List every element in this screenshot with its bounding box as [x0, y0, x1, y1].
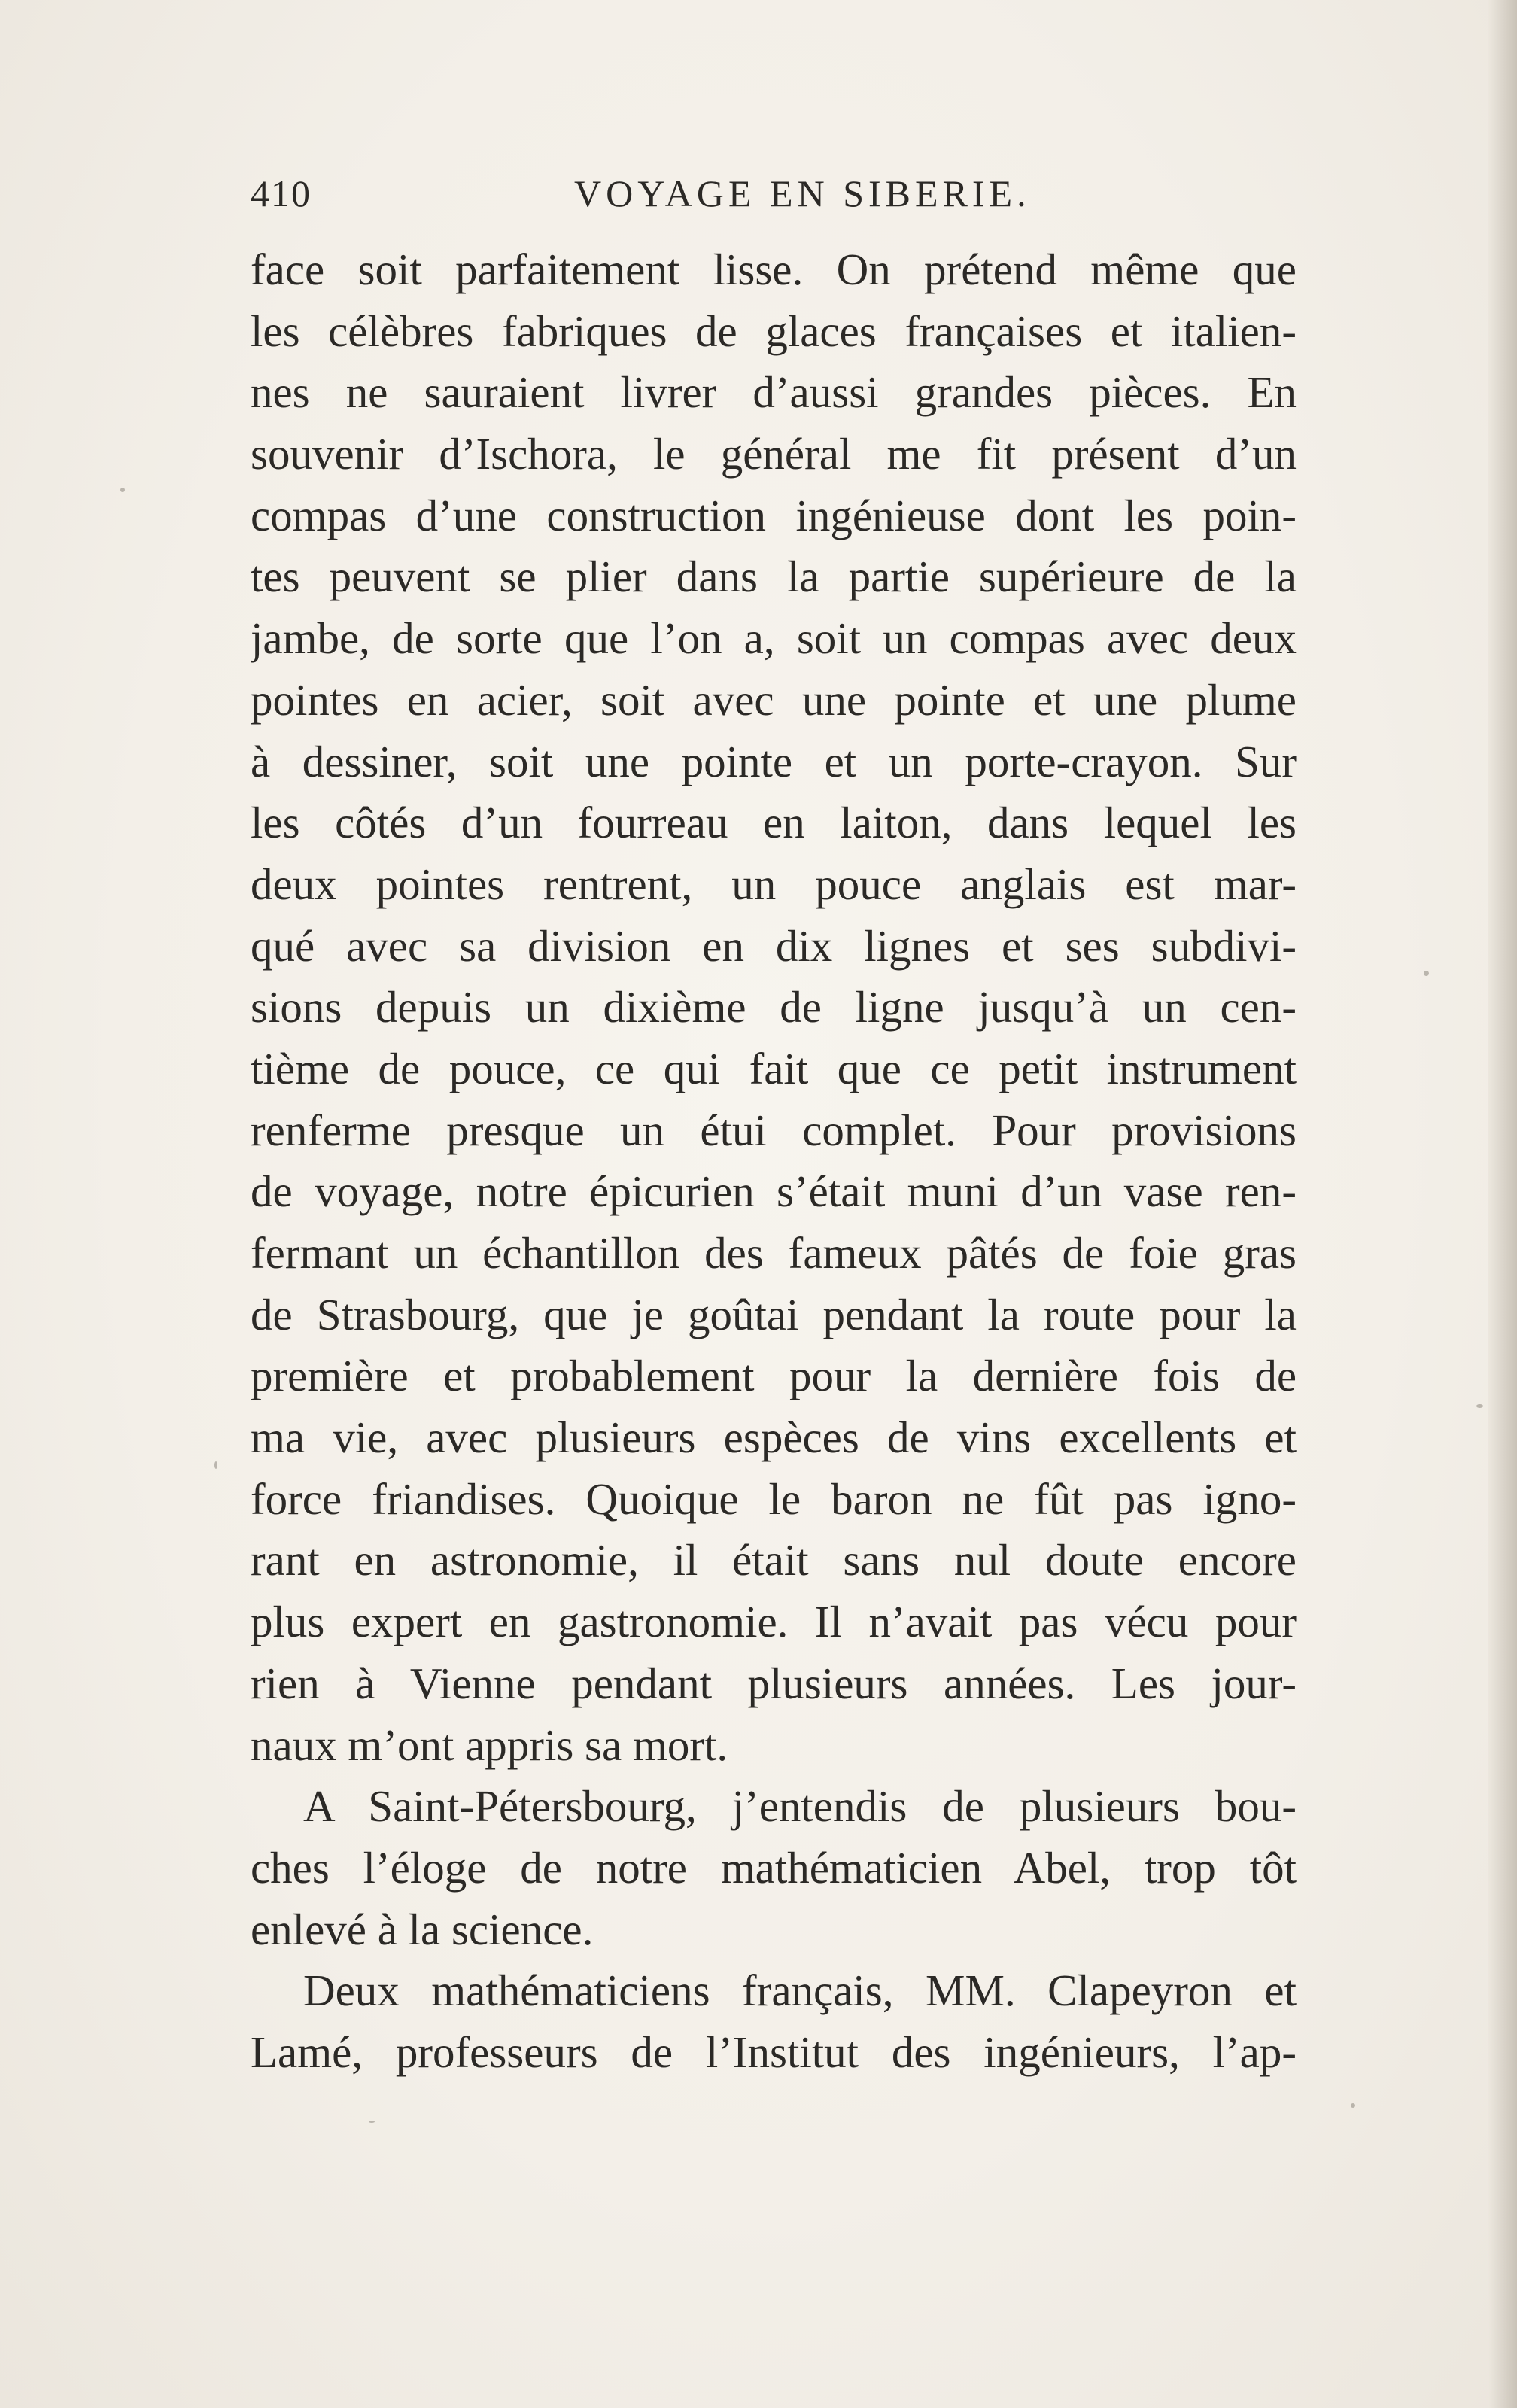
text-line: compas d’une construction ingénieuse dont les poin-	[251, 490, 1297, 540]
page-header	[251, 167, 1297, 220]
text-line: naux m’ont appris sa mort.	[251, 1719, 728, 1770]
text-line: face soit parfaitement lisse. On prétend même que	[251, 245, 1297, 294]
text-line: souvenir d’Ischora, le général me fit présent d’un	[251, 429, 1297, 479]
page-edge-shadow	[1488, 0, 1517, 2408]
text-line: de voyage, notre épicurien s’était muni d’un vase ren-	[251, 1166, 1297, 1217]
text-line: de Strasbourg, que je goûtai pendant la route pour la	[251, 1289, 1297, 1339]
text-line: nes ne sauraient livrer d’aussi grandes pièces. En	[251, 367, 1297, 418]
text-line: première et probablement pour la dernière fois de	[251, 1351, 1297, 1401]
page-number: 410	[251, 172, 312, 214]
text-line: ma vie, avec plusieurs espèces de vins excellents et	[251, 1412, 1297, 1463]
text-line: tes peuvent se plier dans la partie supérieure de la	[251, 552, 1297, 602]
paper-speck	[1351, 2103, 1355, 2108]
paper-speck	[214, 1461, 217, 1469]
body-text	[251, 239, 1297, 2084]
text-line: deux pointes rentrent, un pouce anglais est mar-	[251, 859, 1297, 909]
text-line: renferme presque un étui complet. Pour provisions	[251, 1105, 1297, 1155]
text-line: pointes en acier, soit avec une pointe et une plume	[251, 674, 1297, 725]
paper-speck	[369, 2121, 375, 2123]
text-line: Lamé, professeurs de l’Institut des ingénieurs, l’ap-	[251, 2026, 1297, 2077]
text-line: plus expert en gastronomie. Il n’avait pas vécu pour	[251, 1597, 1297, 1647]
text-line: force friandises. Quoique le baron ne fût pas igno-	[251, 1473, 1297, 1524]
text-line: A Saint-Pétersbourg, j’entendis de plusieurs bou-	[303, 1781, 1297, 1832]
text-line: qué avec sa division en dix lignes et ses subdivi-	[251, 920, 1297, 971]
text-line: rien à Vienne pendant plusieurs années. Les jour-	[251, 1658, 1297, 1708]
text-line: tième de pouce, ce qui fait que ce petit instrument	[251, 1043, 1297, 1093]
paper-speck	[1476, 1404, 1483, 1408]
text-line: ches l’éloge de notre mathématicien Abel, trop tôt	[251, 1842, 1297, 1893]
text-line: jambe, de sorte que l’on a, soit un compas avec deux	[251, 613, 1297, 664]
text-line: les côtés d’un fourreau en laiton, dans lequel les	[251, 798, 1297, 848]
text-line: Deux mathématiciens français, MM. Clapeyron et	[303, 1966, 1297, 2016]
running-title: VOYAGE EN SIBERIE.	[574, 172, 1031, 214]
text-line: rant en astronomie, il était sans nul doute encore	[251, 1535, 1297, 1586]
text-line: sions depuis un dixième de ligne jusqu’à un cen-	[251, 982, 1297, 1032]
text-line: enlevé à la science.	[251, 1904, 594, 1954]
paper-speck	[1424, 971, 1429, 976]
text-line: les célèbres fabriques de glaces françaises et italien-	[251, 306, 1297, 356]
text-line: fermant un échantillon des fameux pâtés de foie gras	[251, 1228, 1297, 1278]
text-line: à dessiner, soit une pointe et un porte-crayon. Sur	[251, 736, 1297, 786]
paper-speck	[120, 488, 125, 492]
